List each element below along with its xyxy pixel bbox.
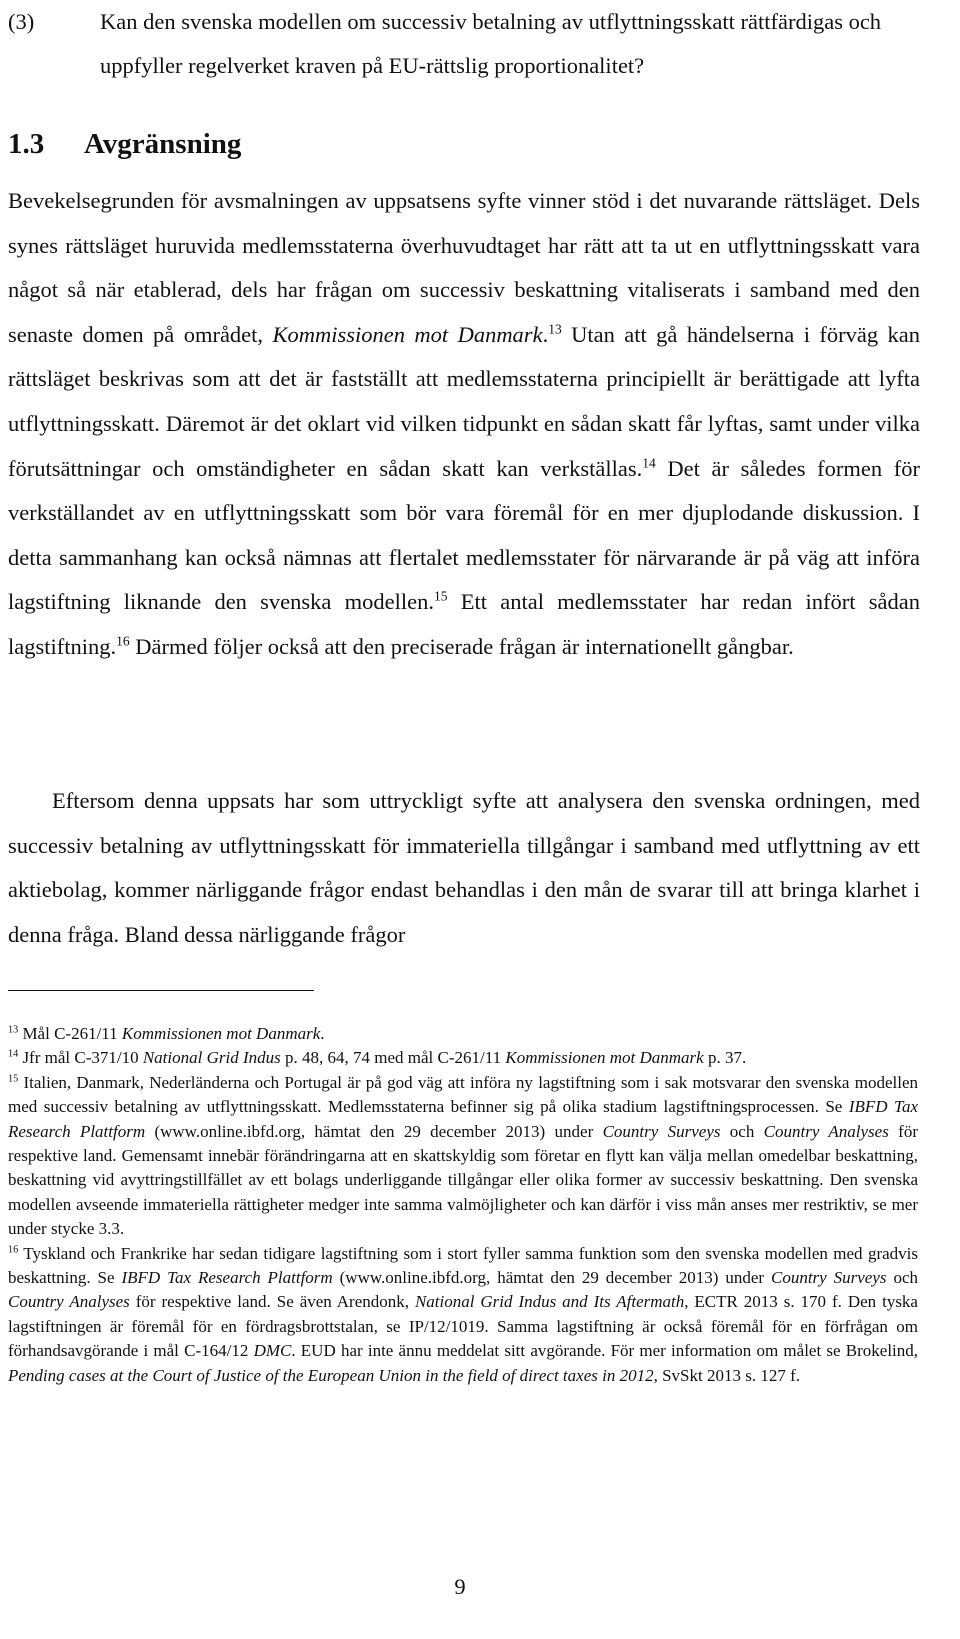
footnote-text: , hämtat den 29 december 2013) under: [300, 1121, 603, 1141]
research-question-text: Kan den svenska modellen om successiv betalning av utflyttningsskatt rättfärdigas och uppfyller regelverket kraven på EU-rättslig proportionalitet?: [100, 9, 882, 78]
case-name: DMC: [253, 1341, 292, 1361]
research-question-number: (3): [8, 9, 35, 34]
paragraph-1-text: .: [542, 321, 549, 347]
footnote-text: (: [145, 1121, 161, 1141]
source-title: IBFD Tax Research Plattform: [121, 1268, 333, 1288]
footnote-text: för respektive land. Gemensamt innebär förändringarna att en skattskyldig som företar en flytt kan välja mellan omedelbar beskattning, beskattning vid avyttringstillfället av ett bolags underliggande tillgångar eller olika former av successiv beskattning. Den svenska modellen avseende immateriella rättigheter medger inte samma valmöjligheter och kan därför i viss mån anses mer restriktiv, se mer under stycke 3.3.: [8, 1121, 918, 1239]
footnote-text: (: [332, 1268, 346, 1288]
footnote-text: Italien, Danmark, Nederländerna och Portugal är på god väg att införa ny lagstiftning som i sak motsvarar den svenska modellen med successiv betalning av utflyttningsskatt. Medlemsstaterna befinner sig på olika stadium lagstiftningsprocessen. Se: [8, 1072, 918, 1117]
footnote-text: för respektive land. Se även Arendonk,: [129, 1292, 415, 1312]
footnote-number: 16: [8, 1244, 19, 1255]
page-number: 9: [454, 1574, 466, 1599]
section-title: Avgränsning: [84, 128, 242, 160]
footnote-text: , hämtat den 29 december 2013) under: [486, 1268, 771, 1288]
footnote-13: [8, 1022, 918, 1046]
footnote-ref-13[interactable]: 13: [548, 321, 562, 337]
section-heading: [8, 124, 241, 164]
source-title: National Grid Indus and Its Aftermath: [414, 1292, 685, 1312]
source-title: Country Surveys: [771, 1268, 887, 1288]
source-title: Country Surveys: [602, 1121, 721, 1141]
case-name: Kommissionen mot Danmark: [121, 1024, 321, 1043]
paragraph-1-text: Utan att gå händelserna i förväg kan rättsläget beskrivas som att det är fastställt att medlemsstaterna principiellt är berättigade att lyfta utflyttningsskatt. Däremot är det oklart vid vilken tidpunkt en sådan skatt får lyftas, samt under vilka förutsättningar och omständigheter en sådan skatt kan verkställas.: [8, 321, 920, 481]
case-name: Kommissionen mot Danmark: [505, 1048, 704, 1068]
footnote-15: [8, 1071, 918, 1242]
source-title: Country Analyses: [8, 1292, 130, 1312]
ibfd-link[interactable]: www.online.ibfd.org: [160, 1121, 301, 1141]
paragraph-2: Eftersom denna uppsats har som uttryckligt syfte att analysera den svenska ordningen, med successiv betalning av utflyttningsskatt för immateriella tillgångar i samband med utflyttning av ett aktiebolag, kommer närliggande frågor endast behandlas i den mån de svarar till att bringa klarhet i denna fråga. Bland dessa närliggande frågor: [8, 788, 920, 947]
footnote-16: [8, 1242, 918, 1388]
research-question-3: [8, 0, 928, 88]
ibfd-link[interactable]: www.online.ibfd.org: [345, 1268, 487, 1288]
footnote-text: och: [720, 1121, 764, 1141]
paragraph-1-text: Därmed följer också att den preciserade frågan är internationellt gångbar.: [129, 633, 794, 659]
source-title: Country Analyses: [763, 1121, 889, 1141]
footnote-text: , SvSkt 2013 s. 127 f.: [653, 1365, 800, 1385]
footnote-text: och: [886, 1268, 919, 1288]
footnote-text: , ECTR 2013 s. 170 f. Den tyska lagstiftningen är föremål för en fördragsbrottstalan, se IP/12/1019. Samma lagstiftning är också föremål för en förfrågan om förhandsavgörande i mål C-164/12: [8, 1292, 918, 1361]
paragraph-1: [8, 179, 920, 670]
footnote-number: 14: [8, 1048, 19, 1060]
footnote-text: p. 37.: [703, 1048, 747, 1068]
paragraph-1-text: Det är således formen för verkställandet av en utflyttningsskatt som bör vara föremål för en mer djuplodande diskussion. I detta sammanhang kan också nämnas att flertalet medlemsstater för närvarande är på väg att införa lagstiftning liknande den svenska modellen.: [8, 455, 920, 615]
case-name: Kommissionen mot Danmark: [272, 321, 543, 347]
footnote-separator: [8, 990, 314, 991]
footnote-text: . EUD har inte ännu meddelat sitt avgörande. För mer information om målet se Brokelind,: [291, 1341, 919, 1361]
footnote-ref-14[interactable]: 14: [642, 455, 656, 471]
footnote-text: .: [320, 1024, 325, 1043]
footnote-text: p. 48, 64, 74 med mål C-261/11: [280, 1048, 506, 1068]
section-number: 1.3: [8, 128, 45, 160]
footnote-text: Mål C-261/11: [18, 1024, 122, 1043]
case-name: National Grid Indus: [142, 1048, 281, 1068]
footnote-ref-16[interactable]: 16: [116, 633, 130, 649]
footnotes: [8, 1022, 918, 1388]
footnote-number: 13: [8, 1024, 19, 1036]
footnote-text: Tyskland och Frankrike har sedan tidigare lagstiftning som i stort fyller samma funktion som den svenska modellen med gradvis beskattning. Se: [8, 1243, 918, 1288]
footnote-ref-15[interactable]: 15: [434, 588, 448, 604]
source-title: IBFD Tax Research Plattform: [8, 1097, 918, 1141]
footnote-14: [8, 1046, 918, 1070]
footnote-number: 15: [8, 1073, 19, 1085]
source-title: Pending cases at the Court of Justice of the European Union in the field of direct taxes in 2012: [8, 1365, 654, 1385]
paragraph-1-text: Ett antal medlemsstater har redan infört sådan lagstiftning.: [8, 589, 921, 659]
footnote-text: Jfr mål C-371/10: [18, 1048, 143, 1068]
paragraph-1-text: Bevekelsegrunden för avsmalningen av uppsatsens syfte vinner stöd i det nuvarande rättsläget. Dels synes rättsläget huruvida medlemsstaterna överhuvudtaget har rätt att ta ut en utflyttningsskatt vara något så när etablerad, dels har frågan om successiv beskattning vitaliserats i samband med den senaste domen på området,: [8, 188, 920, 347]
